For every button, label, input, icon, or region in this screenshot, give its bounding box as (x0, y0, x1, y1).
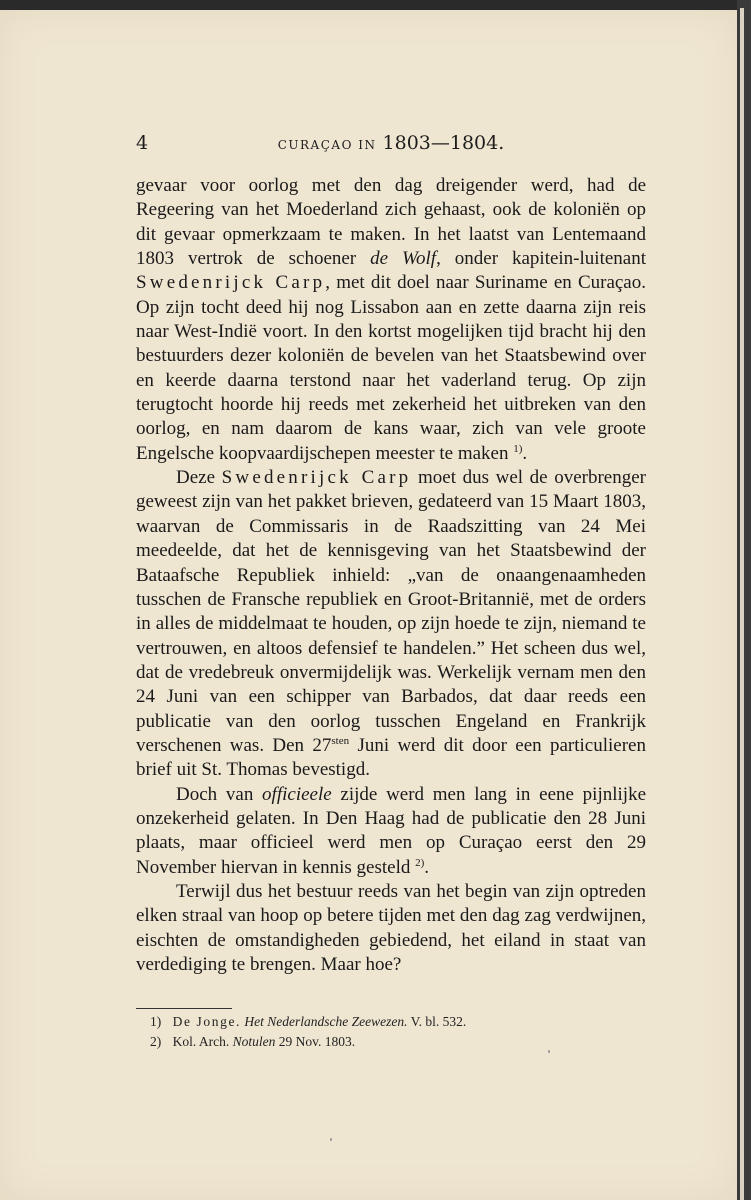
ship-name: de Wolf (370, 248, 437, 270)
italic-word: officieele (262, 783, 332, 805)
footnote-mark: 2) (150, 1034, 162, 1049)
footnote-title: Notulen (232, 1034, 276, 1049)
text-run: moet dus wel de overbrenger geweest zijn van het pakket brieven, gedateerd van 15 Maart 1803, waarvan de Commissaris in de Raadszitting van 24 Mei meedeelde, dat het de kennisgeving van het Staatsbewind der Bataafsche Republiek inhield: „van de onaangenaamheden tusschen de Fransche republiek en Groot-Britannië, met de orders in alles de middelmaat te houden, op zijn hoede te zijn, niemand te vertrouwen, en altoos defensief te handelen.” Het scheen dus wel, dat de vredebreuk onvermijdelijk was. Werkelijk vernam men den 24 Juni van een schipper van Barbados, dat daar reeds een publicatie van den oorlog tusschen Engeland en Frankrijk verschenen was. Den 27 (136, 467, 646, 756)
text-run: gevaar voor oorlog met den dag dreigender werd, had de Regeering van het Moederland zich gehaast, ook de koloniën op dit gevaar opmerkzaam te maken. In het laatst van Lentemaand 1803 vertrok de schoener (136, 175, 646, 270)
footnote-2 (150, 1032, 630, 1052)
next-page-edge (740, 8, 744, 1200)
footnote-author: De Jonge. (172, 1014, 242, 1029)
paragraph-1 (136, 174, 646, 466)
paragraph-2 (136, 466, 646, 782)
text-run: zijde werd men lang in eene pijnlijke onzekerheid gelaten. In Den Haag had de publicatie den 28 Juni plaats, maar officieel werd men op Curaçao eerst den 29 November hiervan in kennis gesteld (136, 783, 647, 878)
page-number: 4 (136, 132, 149, 154)
superscript: sten (331, 734, 350, 747)
running-title-years: 1803—1804. (382, 132, 505, 154)
footnote-mark: 1) (150, 1014, 162, 1029)
footnote-ref-detail: V. bl. 532. (410, 1014, 467, 1029)
text-run: Juni werd dit door een particulieren brief uit St. Thomas bevestigd. (136, 734, 646, 781)
footnote-author: Kol. Arch. (172, 1034, 230, 1049)
text-run: . (424, 856, 430, 878)
running-title-text: CURAÇAO IN (277, 138, 377, 152)
paper-speck (330, 1138, 332, 1141)
spaced-name: Swedenrijck Carp (136, 272, 326, 294)
spaced-name: Swedenrijck Carp (221, 467, 412, 489)
footnote-ref[interactable]: 2) (415, 856, 425, 869)
footnote-1 (150, 1012, 630, 1032)
body-text (136, 174, 646, 977)
text-run: , met dit doel naar Suriname en Curaçao. Op zijn tocht deed hij nog Lissabon aan en zette daarna zijn reis naar West-Indië voort. In den kortst mogelijken tijd bracht hij den bestuurders dezer koloniën de bevelen van het Staatsbewind over en keerde daarna terstond naar het vaderland terug. Op zijn terugtocht hoorde hij reeds met zekerheid het uitbreken van den oorlog, en nam daarom de kans waar, zich van vele groote Engelsche koopvaardijschepen meester te maken (136, 272, 646, 464)
text-run: Doch van (176, 783, 263, 805)
footnote-ref-detail: 29 Nov. 1803. (278, 1034, 356, 1049)
text-run: Deze (176, 467, 222, 489)
footnote-title: Het Nederlandsche Zeewezen. (244, 1014, 408, 1029)
paragraph-4: Terwijl dus het bestuur reeds van het begin van zijn optreden elken straal van hoop op betere tijden met den dag zag verdwijnen, eischten de omstandigheden gebiedend, het eiland in staat van verdediging te brengen. Maar hoe? (136, 880, 646, 975)
text-run: . (522, 442, 528, 464)
text-run: , onder kapitein-luitenant (436, 248, 646, 270)
paragraph-3 (136, 783, 646, 880)
footnote-ref[interactable]: 1) (513, 442, 523, 455)
footnote-rule (136, 1008, 232, 1009)
footnotes (150, 1012, 630, 1052)
running-title (136, 132, 646, 154)
running-header (136, 132, 646, 160)
